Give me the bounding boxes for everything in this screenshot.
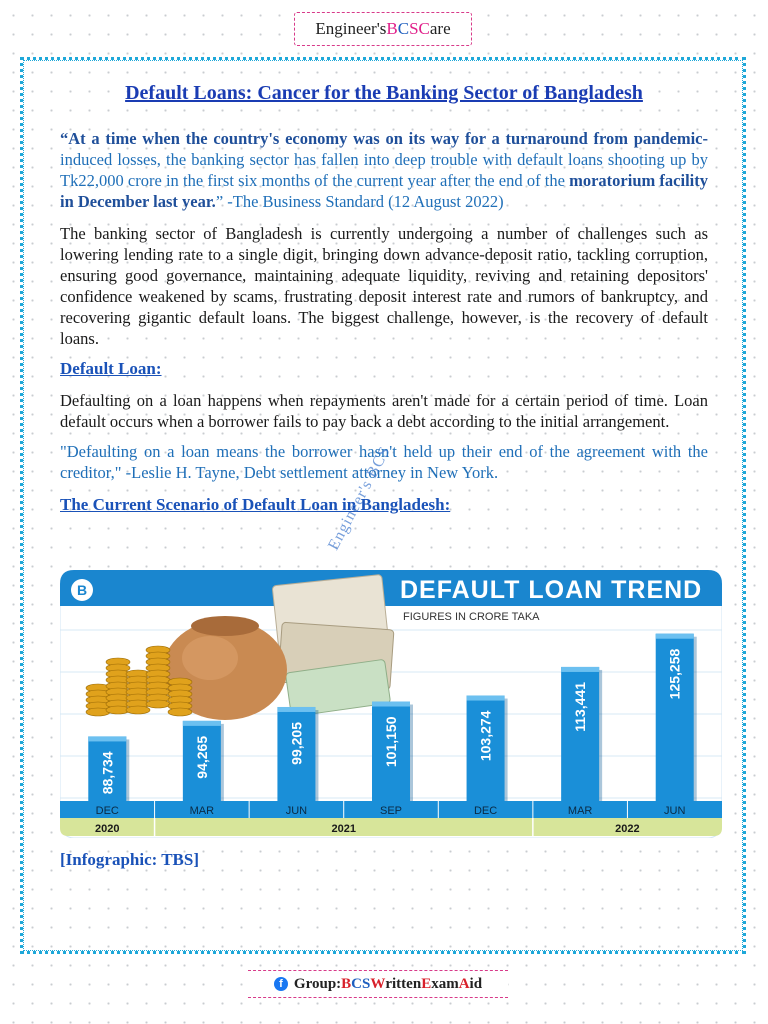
category-label: SEP: [379, 805, 403, 817]
footer-text: A: [458, 975, 470, 992]
category-label: JUN: [285, 805, 308, 817]
header-brand: [294, 12, 472, 46]
footer-text: W: [370, 975, 386, 992]
brand-part: B: [386, 19, 398, 38]
paragraph-challenges: The banking sector of Bangladesh is currently undergoing a number of challenges such as lowering lending rate to a single digit, bringing down advance-deposit ratio, tackling corruption, ensuring good governance, maintaining adequate liquidity, reviving and retaining depositors' confidence weakened by scams, frustrating deposit interest rate and rumors of bankruptcy, and recovering gigantic default loans. The biggest challenge, however, is the recovery of default loans.: [60, 224, 708, 348]
logo-letter: B: [76, 582, 88, 598]
footer-text: id: [469, 975, 483, 992]
bar-value-label: 125,258: [666, 648, 683, 700]
footer-text: ritten: [385, 975, 422, 992]
quote-business-standard: [60, 128, 708, 212]
brand-part: C: [418, 19, 430, 38]
default-loan-trend-chart: [60, 570, 722, 838]
year-label: 2021: [331, 823, 356, 835]
bar-top: [183, 721, 221, 726]
paragraph-definition: Defaulting on a loan happens when repayments aren't made for a certain period of time. Loan default occurs when a borrower fails to pay back a debt according to the initial arrangement.: [60, 391, 708, 431]
category-label: DEC: [95, 805, 119, 817]
quote-tayne: "Defaulting on a loan means the borrower hasn't held up their end of the agreement with the creditor," -Leslie H. Tayne, Debt settlement attorney in New York.: [60, 442, 708, 482]
bar-top: [467, 696, 505, 701]
bar-top: [561, 667, 599, 672]
category-label: MAR: [567, 805, 593, 817]
quote-text: “At a time when the country's economy was on its way for a turnaround from pandemic-: [60, 129, 708, 148]
bar-value-label: 101,150: [383, 716, 399, 768]
quote-text: moratorium facility in December last year.: [60, 171, 709, 211]
quote-attribution: ” -The Business Standard (12 August 2022): [215, 192, 504, 211]
section-heading-scenario: The Current Scenario of Default Loan in Bangladesh:: [60, 495, 451, 514]
facebook-icon: f: [274, 977, 288, 991]
footer-group: [248, 970, 508, 998]
bar-value-label: 99,205: [288, 721, 305, 765]
footer-text: xam: [431, 975, 459, 992]
bar-value-label: 94,265: [193, 735, 210, 779]
brand-part: C: [397, 19, 410, 38]
year-label: 2022: [615, 823, 640, 835]
bar-value-label: 88,734: [99, 751, 116, 795]
watermark: Engineer's BCS: [325, 443, 395, 553]
brand-part: S: [409, 19, 419, 38]
bar-value-label: 103,274: [477, 710, 494, 762]
bar-top: [277, 707, 315, 712]
gold-coin-icon: [168, 708, 192, 716]
clay-pot-icon: [182, 636, 238, 680]
year-label: 2020: [95, 823, 120, 835]
bar-top: [88, 736, 126, 741]
gold-coin-icon: [126, 706, 150, 714]
section-heading-default-loan: Default Loan:: [60, 359, 162, 378]
category-label: DEC: [473, 805, 498, 817]
chart-svg: [60, 570, 722, 838]
footer-text: E: [421, 975, 432, 992]
bar-value-label: 113,441: [572, 681, 589, 732]
footer-text: CS: [351, 975, 371, 992]
footer-text: B: [341, 975, 352, 992]
bar-top: [656, 634, 694, 639]
category-label: JUN: [664, 805, 686, 817]
gold-coin-icon: [146, 700, 170, 708]
brand-part: Engineer's: [315, 19, 387, 38]
clay-pot-icon: [191, 616, 259, 636]
infographic-caption: [Infographic: TBS]: [60, 850, 200, 869]
quote-text: induced losses, the banking sector has fallen into deep trouble with default loans shooting up by Tk22,000 crore in the first six months of the current year after the end of the: [60, 150, 708, 190]
brand-part: are: [429, 19, 451, 38]
footer-text: Group:: [293, 975, 342, 992]
category-label: MAR: [189, 805, 215, 817]
chart-subtitle: FIGURES IN CRORE TAKA: [403, 611, 540, 623]
bar-top: [372, 702, 410, 707]
chart-title: DEFAULT LOAN TREND: [400, 576, 703, 604]
article-title: Default Loans: Cancer for the Banking Sector of Bangladesh: [125, 82, 643, 104]
